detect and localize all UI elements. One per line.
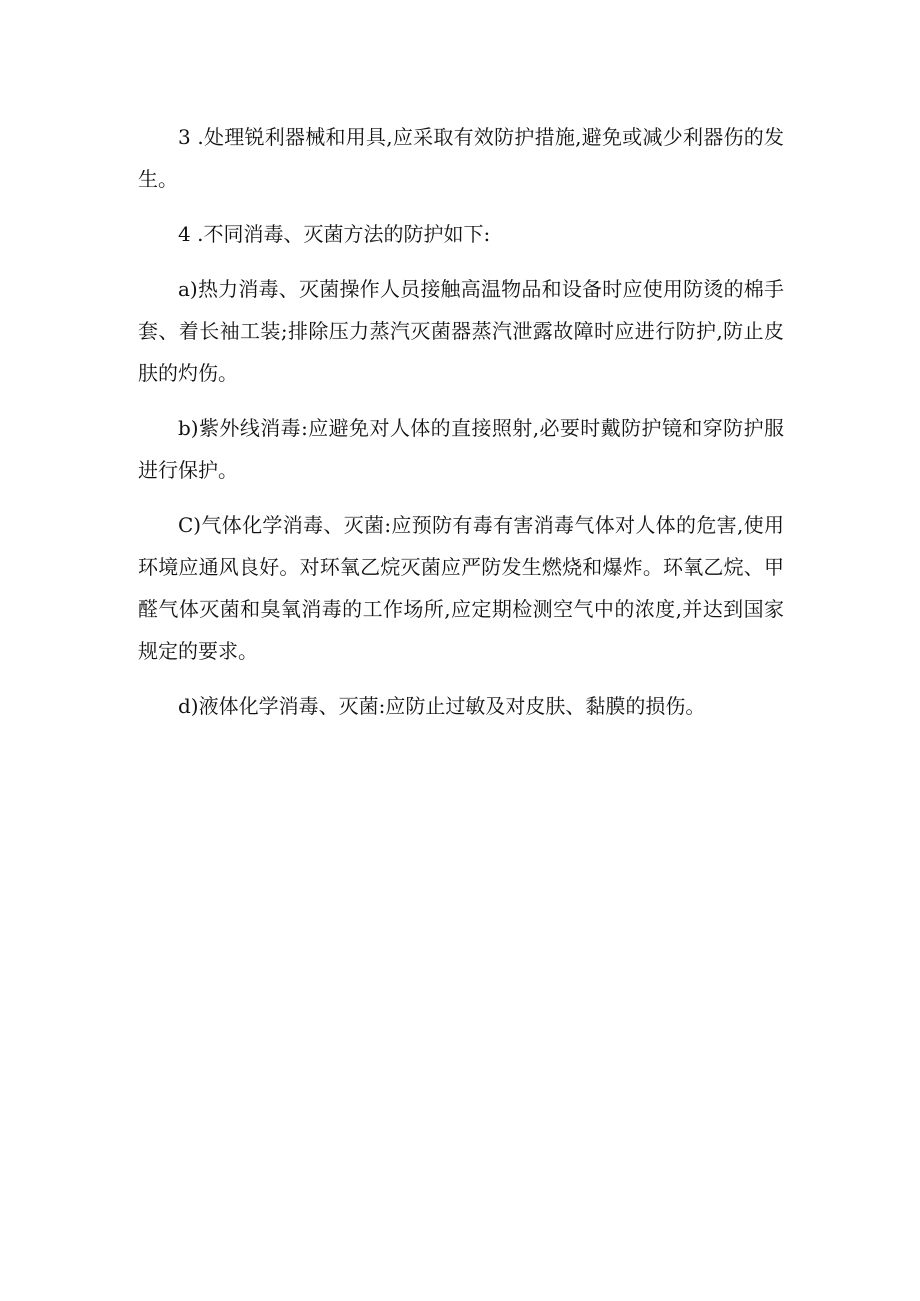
paragraph-thermal-disinfection: a)热力消毒、灭菌操作人员接触高温物品和设备时应使用防烫的棉手套、着长袖工装;排除压力蒸汽灭菌器蒸汽泄露故障时应进行防护,防止皮肤的灼伤。: [138, 277, 784, 385]
paragraph-sharp-instruments: 3 .处理锐利器械和用具,应采取有效防护措施,避免或减少利器伤的发生。: [138, 125, 784, 191]
document-body: [138, 116, 784, 740]
paragraph-uv-disinfection: b)紫外线消毒:应避免对人体的直接照射,必要时戴防护镜和穿防护服进行保护。: [138, 416, 784, 482]
paragraph-disinfection-methods: 4 .不同消毒、灭菌方法的防护如下:: [178, 222, 491, 246]
paragraph-liquid-chemical-disinfection: d)液体化学消毒、灭菌:应防止过敏及对皮肤、黏膜的损伤。: [178, 694, 706, 718]
paragraph-gas-chemical-disinfection: C)气体化学消毒、灭菌:应预防有毒有害消毒气体对人体的危害,使用环境应通风良好。对环氧乙烷灭菌应严防发生燃烧和爆炸。环氧乙烷、甲醛气体灭菌和臭氧消毒的工作场所,应定期检测空气中的浓度,并达到国家规定的要求。: [138, 513, 784, 663]
